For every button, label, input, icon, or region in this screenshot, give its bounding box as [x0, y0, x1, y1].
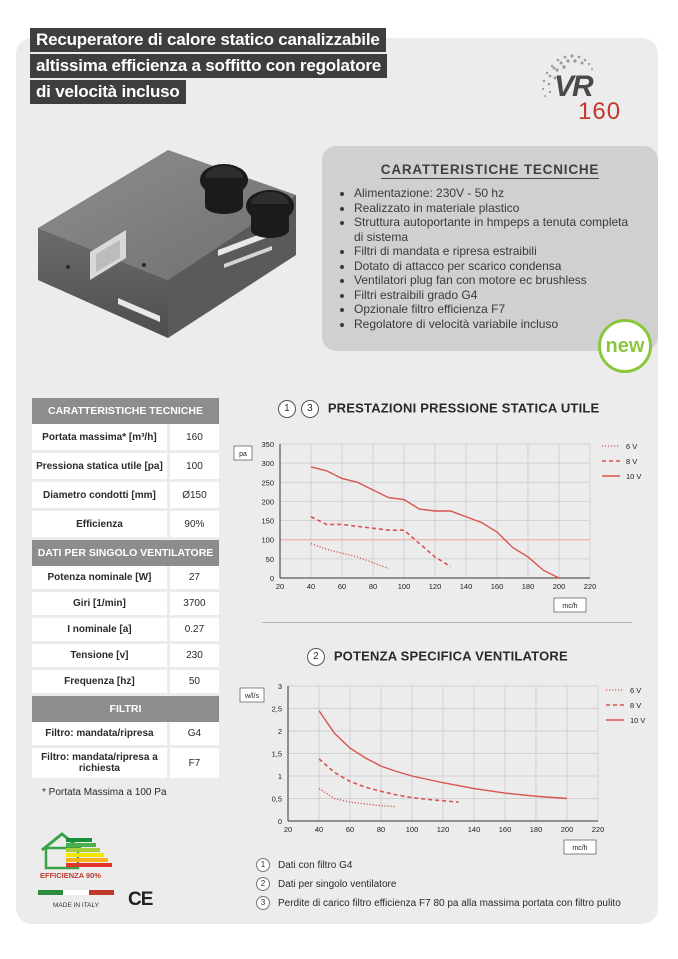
x-tick-label: 160	[490, 582, 504, 591]
table-row: Filtro: mandata/ripresa a richiesta F7	[32, 748, 219, 781]
x-tick-label: 180	[521, 582, 535, 591]
logo-model: 160	[578, 98, 622, 122]
x-tick-label: 40	[314, 825, 324, 834]
footnote: 2 Dati per singolo ventilatore	[256, 875, 621, 894]
series-line-6v	[319, 789, 397, 807]
energy-efficiency-icon	[36, 828, 116, 882]
y-tick-label: 350	[261, 440, 274, 449]
table-row: Efficienza 90%	[32, 511, 219, 540]
x-tick-label: 220	[583, 582, 597, 591]
spec-item: • Filtri estraibili grado G4	[354, 288, 634, 303]
spec-item: • Alimentazione: 230V - 50 hz	[354, 186, 634, 201]
made-in-italy-text: MADE IN ITALY	[53, 902, 99, 909]
y-axis-label: w/l/s	[245, 693, 259, 700]
energy-label-text: EFFICIENZA 90%	[40, 871, 101, 880]
italy-flag-icon	[38, 890, 114, 895]
spec-title: CARATTERISTICHE TECNICHE	[380, 162, 600, 177]
spec-panel	[322, 146, 658, 351]
legend-label: 8 V	[626, 457, 638, 466]
x-tick-label: 120	[436, 825, 450, 834]
y-tick-label: 1,5	[271, 749, 282, 759]
spec-list	[342, 186, 634, 331]
y-tick-label: 100	[261, 535, 274, 545]
pressure-chart	[230, 432, 650, 617]
x-tick-label: 80	[376, 825, 386, 834]
ref-badge-3: 3	[301, 400, 319, 418]
x-tick-label: 60	[345, 825, 355, 834]
series-line-8v	[319, 759, 459, 802]
chart1-title: 1 3 PRESTAZIONI PRESSIONE STATICA UTILE	[278, 400, 599, 418]
x-axis-label: mc/h	[572, 845, 588, 852]
x-tick-label: 180	[529, 825, 543, 834]
y-tick-label: 300	[261, 459, 274, 469]
y-tick-label: 150	[261, 516, 274, 526]
x-tick-label: 20	[283, 825, 293, 834]
spec-item: • Filtri di mandata e ripresa estraibili	[354, 244, 634, 259]
x-tick-label: 100	[405, 825, 419, 834]
spec-item: • Realizzato in materiale plastico	[354, 201, 634, 216]
table-row: Filtro: mandata/ripresa G4	[32, 722, 219, 748]
y-tick-label: 3	[277, 682, 282, 691]
table-header-fan: DATI PER SINGOLO VENTILATORE	[32, 540, 219, 566]
footnote: 1 Dati con filtro G4	[256, 856, 621, 875]
y-tick-label: 2,5	[271, 704, 282, 714]
x-tick-label: 100	[397, 582, 411, 591]
spec-item: • Dotato di attacco per scarico condensa	[354, 259, 634, 274]
table-row: Potenza nominale [W] 27	[32, 566, 219, 592]
table-row: Portata massima* [m³/h] 160	[32, 424, 219, 453]
spec-item: • Opzionale filtro efficienza F7	[354, 302, 634, 317]
vr160-logo	[530, 48, 646, 122]
x-tick-label: 80	[368, 582, 378, 591]
spec-item: • Ventilatori plug fan con motore ec brushless	[354, 273, 634, 288]
table-header-filters: FILTRI	[32, 696, 219, 722]
power-chart	[230, 674, 650, 859]
page-title	[30, 28, 387, 106]
legend-label: 10 V	[626, 472, 642, 481]
y-tick-label: 0	[269, 574, 274, 583]
legend-label: 6 V	[626, 442, 638, 451]
table-note: * Portata Massima a 100 Pa	[42, 787, 167, 798]
chart2-title: 2 POTENZA SPECIFICA VENTILATORE	[307, 648, 568, 666]
product-image	[28, 140, 308, 340]
ref-badge-2: 2	[307, 648, 325, 666]
legend-label: 10 V	[630, 716, 646, 725]
logo-brand: VR	[554, 70, 592, 103]
ref-badge-1: 1	[278, 400, 296, 418]
x-tick-label: 120	[428, 582, 442, 591]
x-tick-label: 40	[306, 582, 316, 591]
made-in-italy	[38, 890, 114, 909]
table-row: Tensione [v] 230	[32, 644, 219, 670]
legend-label: 8 V	[630, 701, 642, 710]
x-tick-label: 60	[337, 582, 347, 591]
footnotes	[256, 856, 621, 913]
y-tick-label: 2	[277, 727, 282, 736]
x-tick-label: 140	[467, 825, 481, 834]
divider	[262, 622, 632, 623]
y-tick-label: 0	[277, 817, 282, 826]
table-row: Pressiona statica utile [pa] 100	[32, 453, 219, 482]
x-tick-label: 20	[275, 582, 285, 591]
table-row: Giri [1/min] 3700	[32, 592, 219, 618]
x-tick-label: 220	[591, 825, 605, 834]
specs-table	[32, 398, 219, 781]
spec-item: • Struttura autoportante in hmpeps a tenuta completa di sistema	[354, 215, 634, 244]
y-tick-label: 0,5	[271, 794, 282, 804]
legend-label: 6 V	[630, 686, 642, 695]
x-tick-label: 160	[498, 825, 512, 834]
y-tick-label: 200	[261, 497, 274, 507]
y-tick-label: 250	[261, 478, 274, 488]
title-line-1: Recuperatore di calore statico canalizzabile	[30, 28, 386, 52]
footnote: 3 Perdite di carico filtro efficienza F7 80 pa alla massima portata con filtro pulito	[256, 894, 621, 913]
x-tick-label: 200	[552, 582, 566, 591]
spec-item: • Regolatore di velocità variabile incluso	[354, 317, 634, 332]
table-row: Diametro condotti [mm] Ø150	[32, 482, 219, 511]
x-tick-label: 140	[459, 582, 473, 591]
y-axis-label: pa	[239, 451, 247, 458]
x-axis-label: mc/h	[562, 603, 578, 610]
title-line-2: altissima efficienza a soffitto con regolatore	[30, 54, 387, 78]
table-header-tech: CARATTERISTICHE TECNICHE	[32, 398, 219, 424]
y-tick-label: 50	[265, 554, 274, 564]
ce-mark: CE	[128, 889, 153, 910]
x-tick-label: 200	[560, 825, 574, 834]
new-badge: new	[598, 319, 652, 373]
series-line-6v	[311, 544, 389, 569]
table-row: Frequenza [hz] 50	[32, 670, 219, 696]
table-row: I nominale [a] 0.27	[32, 618, 219, 644]
y-tick-label: 1	[277, 772, 282, 781]
title-line-3: di velocità incluso	[30, 80, 186, 104]
